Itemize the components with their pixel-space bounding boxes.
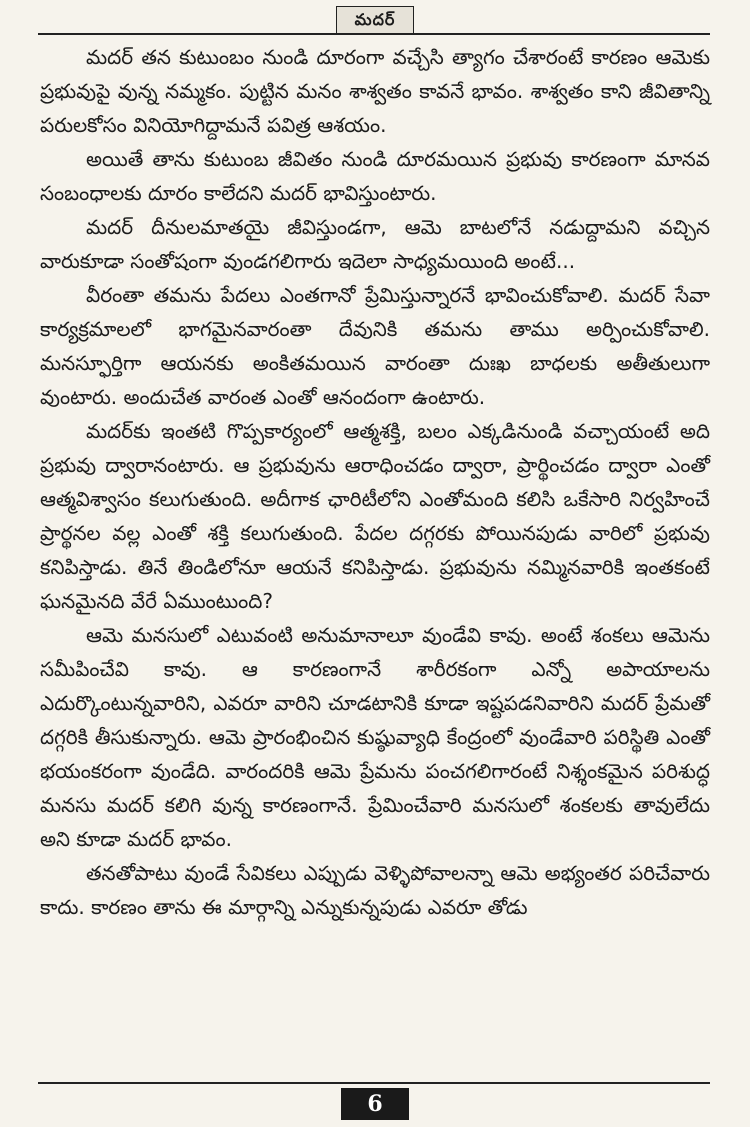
page-body — [40, 40, 710, 1075]
header-rule — [38, 33, 710, 35]
paragraph-1: మదర్ తన కుటుంబం నుండి దూరంగా వచ్చేసి త్యాగం చేశారంటే కారణం ఆమెకు ప్రభువుపై వున్న నమ్మకం. పుట్టిన మనం శాశ్వతం కావనే భావం. శాశ్వతం కాని జీవితాన్ని పరులకోసం వినియోగిద్దామనే పవిత్ర ఆశయం. — [40, 45, 710, 137]
paragraph-3: మదర్ దీనులమాతయై జీవిస్తుండగా, ఆమె బాటలోనే నడుద్దామని వచ్చిన వారుకూడా సంతోషంగా వుండగలిగారు ఇదెలా సాధ్యమయింది అంటే... — [40, 215, 710, 273]
paragraph-6: ఆమె మనసులో ఎటువంటి అనుమానాలూ వుండేవి కావు. అంటే శంకలు ఆమెను సమీపించేవి కావు. ఆ కారణంగానే శారీరకంగా ఎన్నో అపాయాలను ఎదుర్కొంటున్నవారిని, ఎవరూ వారిని చూడటానికి కూడా ఇష్టపడనివారిని మదర్ ప్రేమతో దగ్గరికి తీసుకున్నారు. ఆమె ప్రారంభించిన కుష్ఠువ్యాధి కేంద్రంలో వుండేవారి పరిస్థితి ఎంతో భయంకరంగా వుండేది. వారందరికి ఆమె ప్రేమను పంచగలిగారంటే నిశ్శంకమైన పరిశుద్ధ మనసు మదర్ కలిగి వున్న కారణంగానే. ప్రేమించేవారి మనసులో శంకలకు తావులేదు అని కూడా మదర్ భావం. — [40, 623, 710, 851]
paragraph-5: మదర్‌కు ఇంతటి గొప్పకార్యంలో ఆత్మశక్తి, బలం ఎక్కడినుండి వచ్చాయంటే అది ప్రభువు ద్వారానంటారు. ఆ ప్రభువును ఆరాధించడం ద్వారా, ప్రార్థించడం ద్వారా ఎంతో ఆత్మవిశ్వాసం కలుగుతుంది. అదీగాక ఛారిటీలోని ఎంతోమంది కలిసి ఒకేసారి నిర్వహించే ప్రార్థనల వల్ల ఎంతో శక్తి కలుగుతుంది. పేదల దగ్గరకు పోయినపుడు వారిలో ప్రభువు కనిపిస్తాడు. తినే తిండిలోనూ ఆయనే కనిపిస్తాడు. ప్రభువును నమ్మినవారికి ఇంతకంటే ఘనమైనది వేరే ఏముంటుంది? — [40, 419, 710, 613]
page-number: 6 — [341, 1088, 409, 1120]
running-header-title: మదర్ — [336, 6, 414, 34]
paragraph-2: అయితే తాను కుటుంబ జీవితం నుండి దూరమయిన ప్రభువు కారణంగా మానవ సంబంధాలకు దూరం కాలేదని మదర్ భావిస్తుంటారు. — [40, 147, 710, 205]
page-footer — [0, 1082, 750, 1127]
paragraph-4: వీరంతా తమను పేదలు ఎంతగానో ప్రేమిస్తున్నారనే భావించుకోవాలి. మదర్ సేవా కార్యక్రమాలలో భాగమైనవారంతా దేవునికి తమను తాము అర్పించుకోవాలి. మనస్ఫూర్తిగా ఆయనకు అంకితమయిన వారంతా దుఃఖ బాధలకు అతీతులుగా వుంటారు. అందుచేత వారంత ఎంతో ఆనందంగా ఉంటారు. — [40, 283, 710, 409]
paragraph-7: తనతోపాటు వుండే సేవికలు ఎప్పుడు వెళ్ళిపోవాలన్నా ఆమె అభ్యంతర పరిచేవారు కాదు. కారణం తాను ఈ మార్గాన్ని ఎన్నుకున్నపుడు ఎవరూ తోడు — [40, 861, 710, 919]
